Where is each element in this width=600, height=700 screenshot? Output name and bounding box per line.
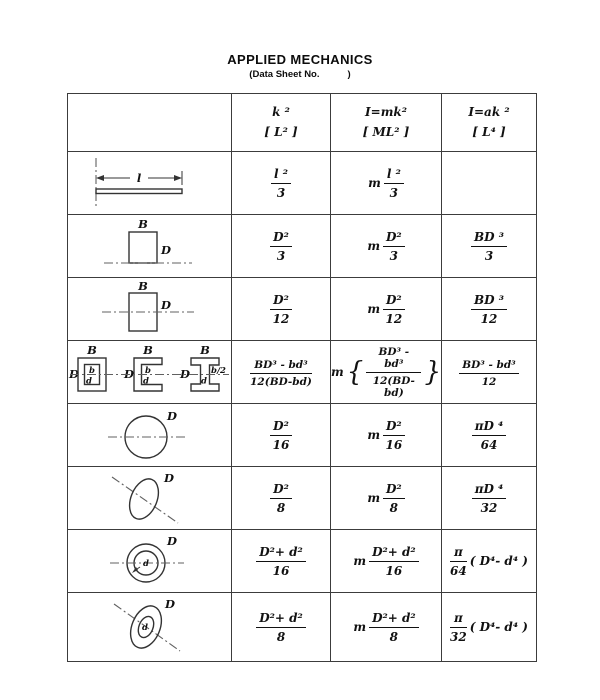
rectangle-base-axis-diagram [70,215,230,273]
cell-annulus-polar-ak2: $\frac{\pi}{32}$ ( D⁴- d⁴ ) [442,593,537,662]
circle-diametral-axis-diagram [70,404,230,462]
cell-rect-centroid-ak2: $\frac{\text{BD ³}}{12}$ [442,278,537,341]
header-mk2-symbol: I=mk² [365,104,407,119]
header-row [68,94,537,152]
width-label: B [137,279,148,293]
cell-rect-base-k2: $\frac{\text{D²}}{3}$ [232,215,331,278]
table-row [68,152,537,215]
cell-annulus-k2: $\frac{\text{D²+ d²}}{16}$ [232,530,331,593]
cell-circle-polar-mk2: m $\frac{\text{D²}}{8}$ [331,467,442,530]
diameter-label: D [164,597,175,611]
datasheet-number-label: (Data Sheet No. [249,69,320,80]
cell-annulus-mk2: m $\frac{\text{D²+ d²}}{16}$ [331,530,442,593]
box-depth-label: D [69,367,79,381]
table-row [68,404,537,467]
cell-rod-k2: $\frac{\text{l ²}}{3}$ [232,152,331,215]
depth-label: D [160,243,171,257]
rectangle-centroid-axis-diagram [70,278,230,336]
cell-circle-polar-ak2: $\frac{\text{πD ⁴}}{32}$ [442,467,537,530]
width-label: B [137,217,148,231]
cell-sections-mk2: m { $\frac{\text{BD³ - bd³}}{12(BD-bd)}$ } [331,341,442,404]
shape-cell-rect-base [68,215,232,278]
table-row [68,341,537,404]
box-inner-depth-label: d [86,376,92,387]
ibeam-depth-label: D [180,367,190,381]
table-row [68,215,537,278]
shape-cell-annulus-polar [68,593,232,662]
cell-circle-k2: $\frac{\text{D²}}{16}$ [232,404,331,467]
diameter-label: D [166,534,177,548]
ibeam-half-web-label: b/2 [211,366,226,376]
cell-rect-base-ak2: $\frac{\text{BD ³}}{3}$ [442,215,537,278]
length-label: l [136,171,141,185]
cell-sections-ak2: $\frac{\text{BD³ - bd³}}{12}$ [442,341,537,404]
shape-cell-circle [68,404,232,467]
cell-annulus-polar-k2: $\frac{\text{D²+ d²}}{8}$ [232,593,331,662]
datasheet-number-line [0,69,600,80]
table-row [68,530,537,593]
annulus-diametral-axis-diagram [70,530,230,588]
table-row [68,593,537,662]
channel-inner-width-label: b [145,366,151,376]
inertia-formula-table [67,93,537,662]
cell-rod-mk2: m $\frac{\text{l ²}}{3}$ [331,152,442,215]
ibeam-width-label: B [200,343,210,357]
cell-sections-k2: $\frac{\text{BD³ - bd³}}{12(BD-bd)}$ [232,341,331,404]
inner-diameter-label: d [141,623,148,633]
inner-diameter-label: d [142,559,149,569]
circle-polar-axis-diagram [70,467,230,525]
page-title: APPLIED MECHANICS [227,52,373,67]
box-channel-ibeam-diagram [68,341,232,399]
cell-rod-ak2 [442,152,537,215]
cell-annulus-polar-mk2: m $\frac{\text{D²+ d²}}{8}$ [331,593,442,662]
shape-cell-annulus [68,530,232,593]
header-shape-cell [68,94,232,152]
table-row [68,278,537,341]
shape-cell-rod [68,152,232,215]
cell-circle-polar-k2: $\frac{\text{D²}}{8}$ [232,467,331,530]
header-mk2 [331,94,442,152]
shape-cell-circle-polar [68,467,232,530]
header-ak2-units: [ L⁴ ] [472,125,506,139]
shape-cell-rect-centroid [68,278,232,341]
diameter-label: D [163,471,174,485]
box-width-label: B [87,343,97,357]
header-k2-symbol: k ² [272,104,290,119]
table-row [68,467,537,530]
header-ak2 [442,94,537,152]
annulus-polar-axis-diagram [70,593,230,657]
channel-width-label: B [143,343,153,357]
depth-label: D [160,298,171,312]
cell-rect-centroid-k2: $\frac{\text{D²}}{12}$ [232,278,331,341]
cell-rect-centroid-mk2: m $\frac{\text{D²}}{12}$ [331,278,442,341]
header-k2 [232,94,331,152]
channel-depth-label: D [124,367,134,381]
channel-inner-depth-label: d [143,376,149,387]
box-inner-width-label: b [89,366,95,376]
cell-annulus-ak2: $\frac{\pi}{64}$ ( D⁴- d⁴ ) [442,530,537,593]
cell-rect-base-mk2: m $\frac{\text{D²}}{3}$ [331,215,442,278]
header-k2-units: [ L² ] [264,125,298,139]
ibeam-inner-depth-label: d [201,376,207,387]
datasheet-number-close: ) [347,69,351,80]
header-mk2-units: [ ML² ] [362,125,410,139]
rod-diagram [70,152,230,210]
header-ak2-symbol: I=ak ² [468,104,510,119]
cell-circle-mk2: m $\frac{\text{D²}}{16}$ [331,404,442,467]
diameter-label: D [166,409,177,423]
cell-circle-ak2: $\frac{\text{πD ⁴}}{64}$ [442,404,537,467]
shape-cell-sections [68,341,232,404]
